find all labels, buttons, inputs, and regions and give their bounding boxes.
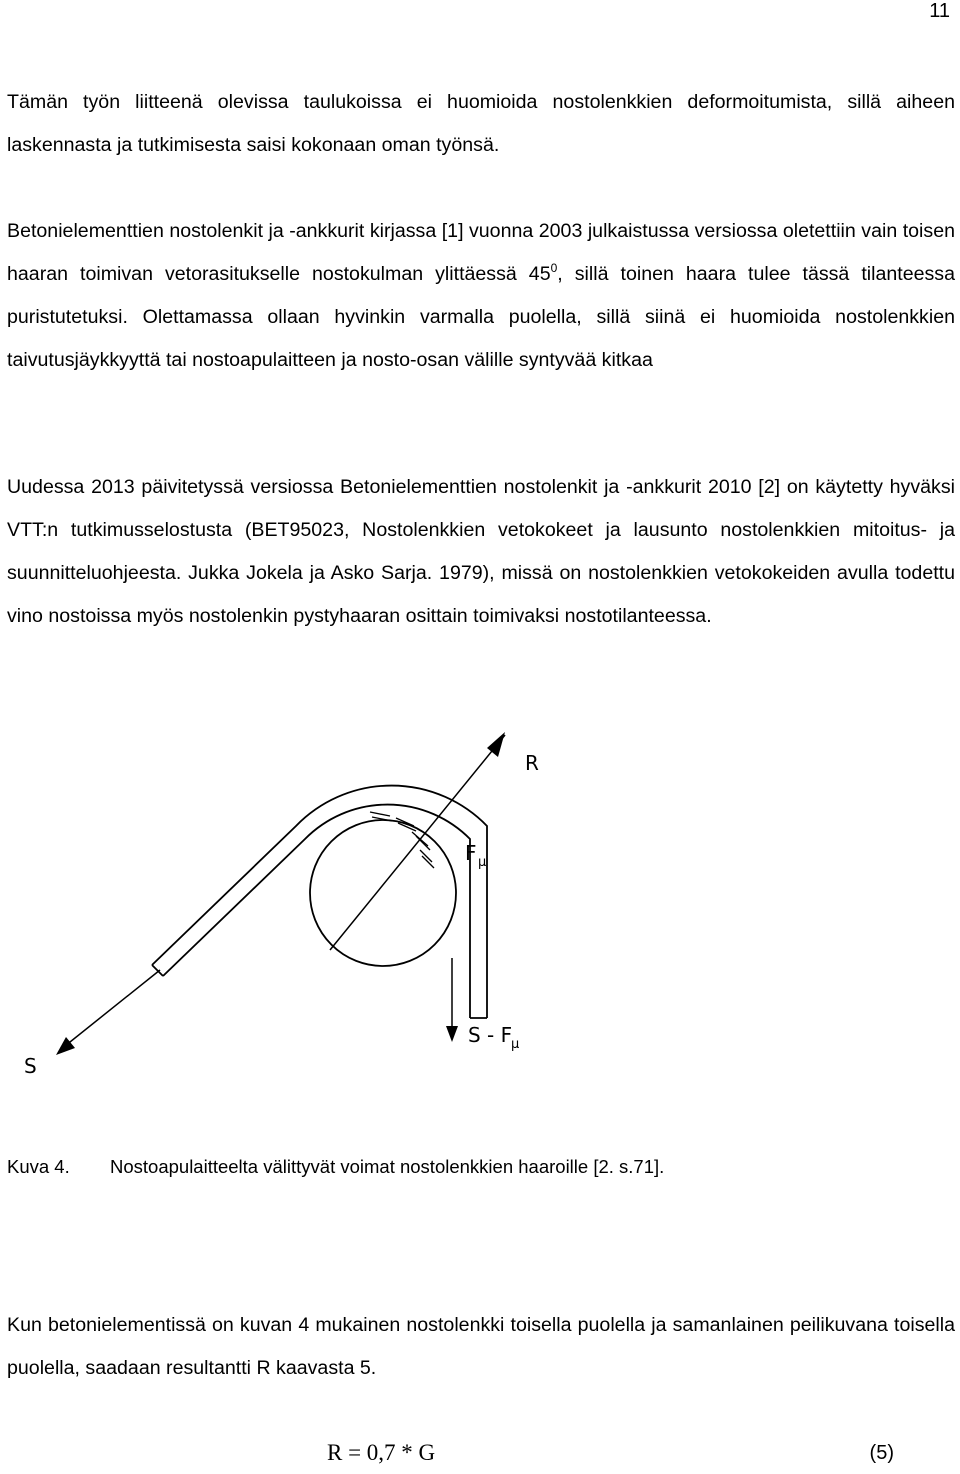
degree-superscript: 0	[550, 261, 558, 275]
paragraph-2003-version	[7, 210, 955, 382]
caption-label: Kuva 4.	[7, 1156, 70, 1177]
label-s-minus-f: S - F	[468, 1023, 513, 1047]
paragraph-2003-text-b: , sillä toinen haara tulee tässä tilanteessa puristutetuksi. Olettamassa ollaan hyvinkin varmalla puolella, sillä siinä ei huomioida nostolenkkien taivutusjäykkyyttä tai nostoapulaitteen ja nosto-osan välille syntyvää kitkaa	[7, 263, 956, 371]
paragraph-2003-text-a: Betonielementtien nostolenkit ja -ankkurit kirjassa [1] vuonna 2003 julkaistussa versiossa oletettiin vain toisen haaran toimivan vetorasitukselle nostokulman ylittäessä 45	[7, 220, 955, 285]
pulley-circle	[310, 820, 456, 966]
lifting-loop-figure	[0, 720, 960, 1120]
paragraph-resultant: Kun betonielementissä on kuvan 4 mukainen nostolenkki toisella puolella ja samanlainen peilikuvana toisella puolella, saadaan resultantti R kaavasta 5.	[7, 1314, 955, 1379]
lifting-loop-diagram	[0, 720, 960, 1120]
paragraph-deformation-note: Tämän työn liitteenä olevissa taulukoissa ei huomioida nostolenkkien deformoitumista, sillä aiheen laskennasta ja tutkimisesta saisi kokonaan oman työnsä.	[7, 91, 955, 156]
label-s-minus-f-sub: μ	[511, 1037, 520, 1052]
loop-outer-outline	[152, 786, 487, 1018]
paragraph-2013-version: Uudessa 2013 päivitetyssä versiossa Betonielementtien nostolenkit ja -ankkurit 2010 [2] on käytetty hyväksi VTT:n tutkimusselostusta (BET95023, Nostolenkkien vetokokeet ja lausunto nostolenkkien mitoitus- ja suunnitteluohjeesta. Jukka Jokela ja Asko Sarja. 1979), missä on nostolenkkien vetokokeiden avulla todettu vino nostoissa myös nostolenkin pystyhaaran osittain toimivaksi nostotilanteessa.	[7, 476, 955, 627]
equation-number: (5)	[869, 1442, 894, 1464]
force-s-minus-f-arrowhead	[446, 1026, 458, 1042]
label-f-sub: μ	[478, 855, 487, 870]
loop-inner-outline	[163, 805, 470, 1018]
page-number: 11	[929, 0, 950, 22]
force-s-arrow	[60, 970, 160, 1050]
equation-formula: R = 0,7 * G	[327, 1440, 436, 1465]
equation-5	[0, 1440, 960, 1474]
caption-text: Nostoapulaitteelta välittyvät voimat nostolenkkien haaroille [2. s.71].	[110, 1156, 665, 1177]
label-s: S	[24, 1054, 37, 1078]
label-f: F	[465, 841, 477, 865]
label-r: R	[525, 751, 539, 775]
force-r-arrow	[330, 735, 505, 950]
